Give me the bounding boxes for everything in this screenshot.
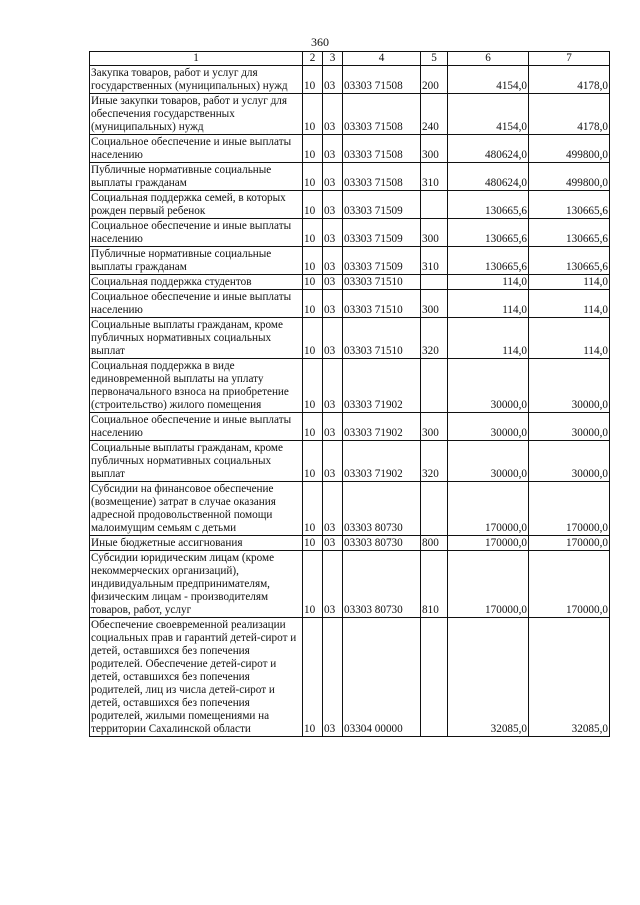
expense-type-code: 300 [421, 135, 448, 163]
amount-year-1: 114,0 [448, 318, 529, 359]
row-name: Социальное обеспечение и иные выплаты населению [90, 290, 303, 318]
amount-year-2: 30000,0 [529, 441, 610, 482]
target-article-code: 03303 71902 [343, 359, 421, 413]
amount-year-1: 480624,0 [448, 135, 529, 163]
table-row [90, 290, 610, 318]
amount-year-1: 130665,6 [448, 191, 529, 219]
column-header: 1 [90, 52, 303, 66]
row-name: Социальная поддержка семей, в которых рожден первый ребенок [90, 191, 303, 219]
row-name: Публичные нормативные социальные выплаты гражданам [90, 163, 303, 191]
table-row [90, 318, 610, 359]
amount-year-2: 130665,6 [529, 191, 610, 219]
amount-year-2: 130665,6 [529, 219, 610, 247]
section-code: 10 [303, 66, 323, 94]
expense-type-code: 800 [421, 536, 448, 551]
section-code: 10 [303, 413, 323, 441]
expense-type-code [421, 359, 448, 413]
target-article-code: 03303 71509 [343, 191, 421, 219]
table-row [90, 163, 610, 191]
subsection-code: 03 [323, 135, 343, 163]
section-code: 10 [303, 163, 323, 191]
subsection-code: 03 [323, 618, 343, 737]
subsection-code: 03 [323, 94, 343, 135]
row-name: Закупка товаров, работ и услуг для государственных (муниципальных) нужд [90, 66, 303, 94]
section-code: 10 [303, 290, 323, 318]
subsection-code: 03 [323, 247, 343, 275]
target-article-code: 03303 71508 [343, 94, 421, 135]
section-code: 10 [303, 618, 323, 737]
expense-type-code [421, 618, 448, 737]
expense-type-code: 300 [421, 413, 448, 441]
expense-type-code [421, 191, 448, 219]
row-name: Социальное обеспечение и иные выплаты населению [90, 413, 303, 441]
target-article-code: 03303 80730 [343, 482, 421, 536]
table-row [90, 618, 610, 737]
target-article-code: 03303 80730 [343, 536, 421, 551]
row-name: Иные бюджетные ассигнования [90, 536, 303, 551]
target-article-code: 03303 71508 [343, 66, 421, 94]
row-name: Обеспечение своевременной реализации социальных прав и гарантий детей-сирот и детей, оставшихся без попечения родителей. Обеспечение детей-сирот и детей, оставшихся без попечения родителей, лиц из числа детей-сирот и детей, оставшихся без попечения родителей, жилыми помещениями на территории Сахалинской области [90, 618, 303, 737]
target-article-code: 03303 71509 [343, 219, 421, 247]
column-header: 6 [448, 52, 529, 66]
table-row [90, 275, 610, 290]
table-row [90, 94, 610, 135]
subsection-code: 03 [323, 219, 343, 247]
subsection-code: 03 [323, 536, 343, 551]
table-body [90, 66, 610, 737]
amount-year-1: 4154,0 [448, 94, 529, 135]
target-article-code: 03303 71510 [343, 275, 421, 290]
amount-year-2: 114,0 [529, 318, 610, 359]
section-code: 10 [303, 275, 323, 290]
section-code: 10 [303, 482, 323, 536]
subsection-code: 03 [323, 413, 343, 441]
amount-year-1: 130665,6 [448, 247, 529, 275]
table-row [90, 441, 610, 482]
target-article-code: 03303 71509 [343, 247, 421, 275]
table-row [90, 247, 610, 275]
row-name: Социальное обеспечение и иные выплаты населению [90, 219, 303, 247]
table-row [90, 359, 610, 413]
target-article-code: 03303 71510 [343, 290, 421, 318]
table-row [90, 536, 610, 551]
expense-type-code: 300 [421, 290, 448, 318]
amount-year-2: 4178,0 [529, 94, 610, 135]
amount-year-2: 4178,0 [529, 66, 610, 94]
table-row [90, 219, 610, 247]
column-header: 5 [421, 52, 448, 66]
target-article-code: 03303 71510 [343, 318, 421, 359]
target-article-code: 03303 71508 [343, 163, 421, 191]
section-code: 10 [303, 247, 323, 275]
subsection-code: 03 [323, 482, 343, 536]
table-row [90, 482, 610, 536]
expense-type-code: 320 [421, 318, 448, 359]
row-name: Субсидии юридическим лицам (кроме некоммерческих организаций), индивидуальным предпринимателям, физическим лицам - производителям товаров, работ, услуг [90, 551, 303, 618]
amount-year-2: 170000,0 [529, 551, 610, 618]
amount-year-2: 114,0 [529, 275, 610, 290]
header-row [90, 52, 610, 66]
amount-year-1: 30000,0 [448, 441, 529, 482]
amount-year-1: 170000,0 [448, 551, 529, 618]
subsection-code: 03 [323, 191, 343, 219]
column-header: 2 [303, 52, 323, 66]
amount-year-1: 130665,6 [448, 219, 529, 247]
amount-year-2: 114,0 [529, 290, 610, 318]
budget-table [89, 51, 610, 737]
amount-year-1: 4154,0 [448, 66, 529, 94]
amount-year-2: 30000,0 [529, 413, 610, 441]
amount-year-2: 499800,0 [529, 163, 610, 191]
row-name: Социальное обеспечение и иные выплаты населению [90, 135, 303, 163]
row-name: Социальные выплаты гражданам, кроме публичных нормативных социальных выплат [90, 318, 303, 359]
table-row [90, 66, 610, 94]
expense-type-code: 200 [421, 66, 448, 94]
target-article-code: 03304 00000 [343, 618, 421, 737]
target-article-code: 03303 80730 [343, 551, 421, 618]
section-code: 10 [303, 94, 323, 135]
subsection-code: 03 [323, 290, 343, 318]
target-article-code: 03303 71508 [343, 135, 421, 163]
section-code: 10 [303, 135, 323, 163]
amount-year-1: 480624,0 [448, 163, 529, 191]
amount-year-1: 114,0 [448, 290, 529, 318]
section-code: 10 [303, 191, 323, 219]
subsection-code: 03 [323, 275, 343, 290]
amount-year-1: 170000,0 [448, 482, 529, 536]
subsection-code: 03 [323, 551, 343, 618]
expense-type-code: 300 [421, 219, 448, 247]
row-name: Иные закупки товаров, работ и услуг для обеспечения государственных (муниципальных) нужд [90, 94, 303, 135]
amount-year-1: 30000,0 [448, 359, 529, 413]
column-header: 7 [529, 52, 610, 66]
page-number: 360 [311, 35, 329, 49]
table-row [90, 191, 610, 219]
amount-year-2: 30000,0 [529, 359, 610, 413]
table-row [90, 135, 610, 163]
expense-type-code: 320 [421, 441, 448, 482]
section-code: 10 [303, 551, 323, 618]
subsection-code: 03 [323, 441, 343, 482]
section-code: 10 [303, 441, 323, 482]
expense-type-code: 310 [421, 247, 448, 275]
amount-year-2: 170000,0 [529, 536, 610, 551]
amount-year-1: 30000,0 [448, 413, 529, 441]
row-name: Социальная поддержка студентов [90, 275, 303, 290]
expense-type-code: 810 [421, 551, 448, 618]
amount-year-2: 130665,6 [529, 247, 610, 275]
amount-year-2: 170000,0 [529, 482, 610, 536]
amount-year-1: 32085,0 [448, 618, 529, 737]
row-name: Социальные выплаты гражданам, кроме публичных нормативных социальных выплат [90, 441, 303, 482]
subsection-code: 03 [323, 66, 343, 94]
subsection-code: 03 [323, 163, 343, 191]
target-article-code: 03303 71902 [343, 441, 421, 482]
row-name: Субсидии на финансовое обеспечение (возмещение) затрат в случае оказания адресной продовольственной помощи малоимущим семьям с детьми [90, 482, 303, 536]
expense-type-code: 310 [421, 163, 448, 191]
column-header: 4 [343, 52, 421, 66]
amount-year-1: 170000,0 [448, 536, 529, 551]
amount-year-1: 114,0 [448, 275, 529, 290]
amount-year-2: 499800,0 [529, 135, 610, 163]
expense-type-code [421, 275, 448, 290]
column-header: 3 [323, 52, 343, 66]
section-code: 10 [303, 219, 323, 247]
target-article-code: 03303 71902 [343, 413, 421, 441]
expense-type-code: 240 [421, 94, 448, 135]
row-name: Публичные нормативные социальные выплаты гражданам [90, 247, 303, 275]
table-row [90, 413, 610, 441]
table-row [90, 551, 610, 618]
section-code: 10 [303, 359, 323, 413]
subsection-code: 03 [323, 359, 343, 413]
amount-year-2: 32085,0 [529, 618, 610, 737]
section-code: 10 [303, 536, 323, 551]
expense-type-code [421, 482, 448, 536]
row-name: Социальная поддержка в виде единовременной выплаты на уплату первоначального взноса на приобретение (строительство) жилого помещения [90, 359, 303, 413]
subsection-code: 03 [323, 318, 343, 359]
section-code: 10 [303, 318, 323, 359]
